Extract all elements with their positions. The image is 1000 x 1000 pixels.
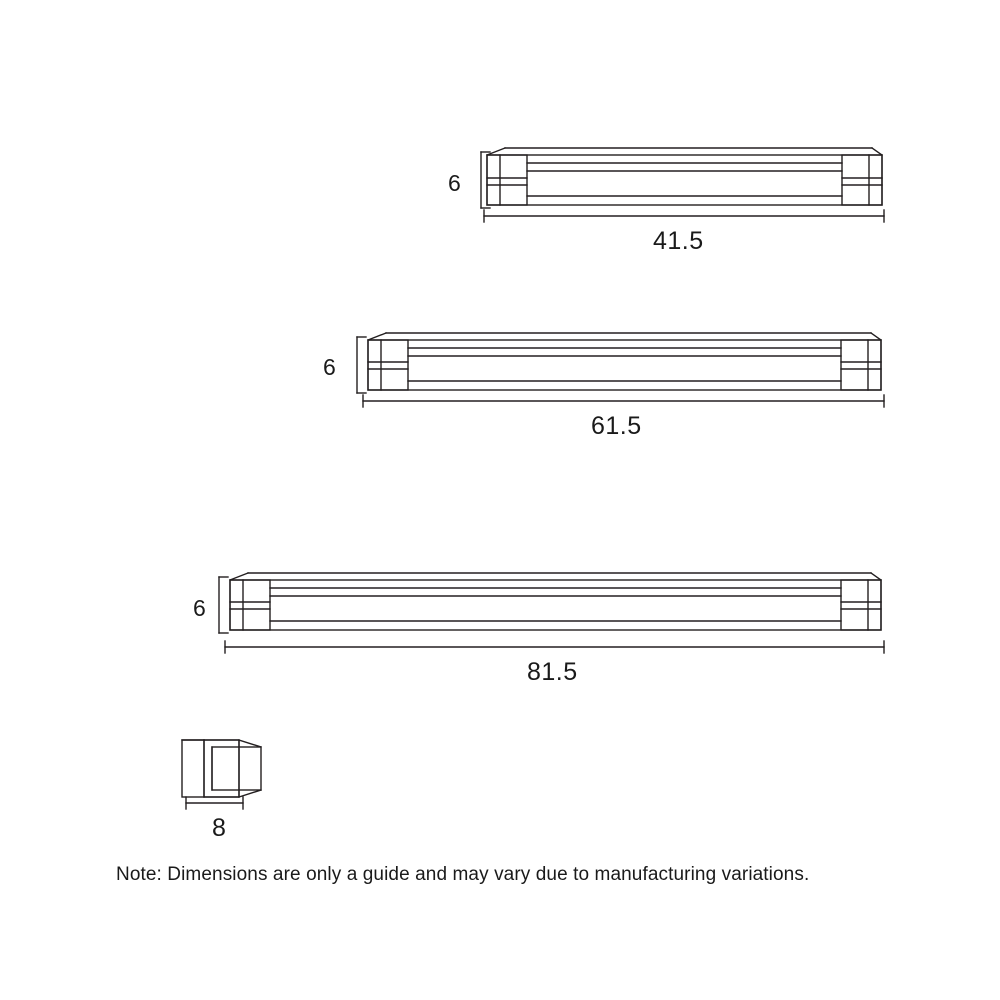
- end-section-view: [182, 740, 261, 797]
- fixture-body-81-5: [230, 573, 881, 630]
- height-label-61-5: 6: [323, 354, 336, 380]
- length-label-81-5: 81.5: [527, 658, 578, 686]
- dimension-height-61-5: [357, 337, 366, 393]
- fixture-body-41-5: [487, 148, 882, 205]
- length-label-41-5: 41.5: [653, 227, 704, 255]
- width-label-8: 8: [212, 814, 227, 842]
- dimension-height-41-5: [481, 152, 490, 208]
- dimension-height-81-5: [219, 577, 228, 633]
- height-label-41-5: 6: [448, 170, 461, 196]
- length-label-61-5: 61.5: [591, 412, 642, 440]
- dimension-width-8: [186, 797, 243, 809]
- dimensions-note: Note: Dimensions are only a guide and may vary due to manufacturing variations.: [116, 864, 810, 885]
- dimension-length-41-5: [484, 210, 884, 222]
- fixture-body-61-5: [368, 333, 881, 390]
- dimension-length-61-5: [363, 395, 884, 407]
- dimension-length-81-5: [225, 641, 884, 653]
- height-label-81-5: 6: [193, 595, 206, 621]
